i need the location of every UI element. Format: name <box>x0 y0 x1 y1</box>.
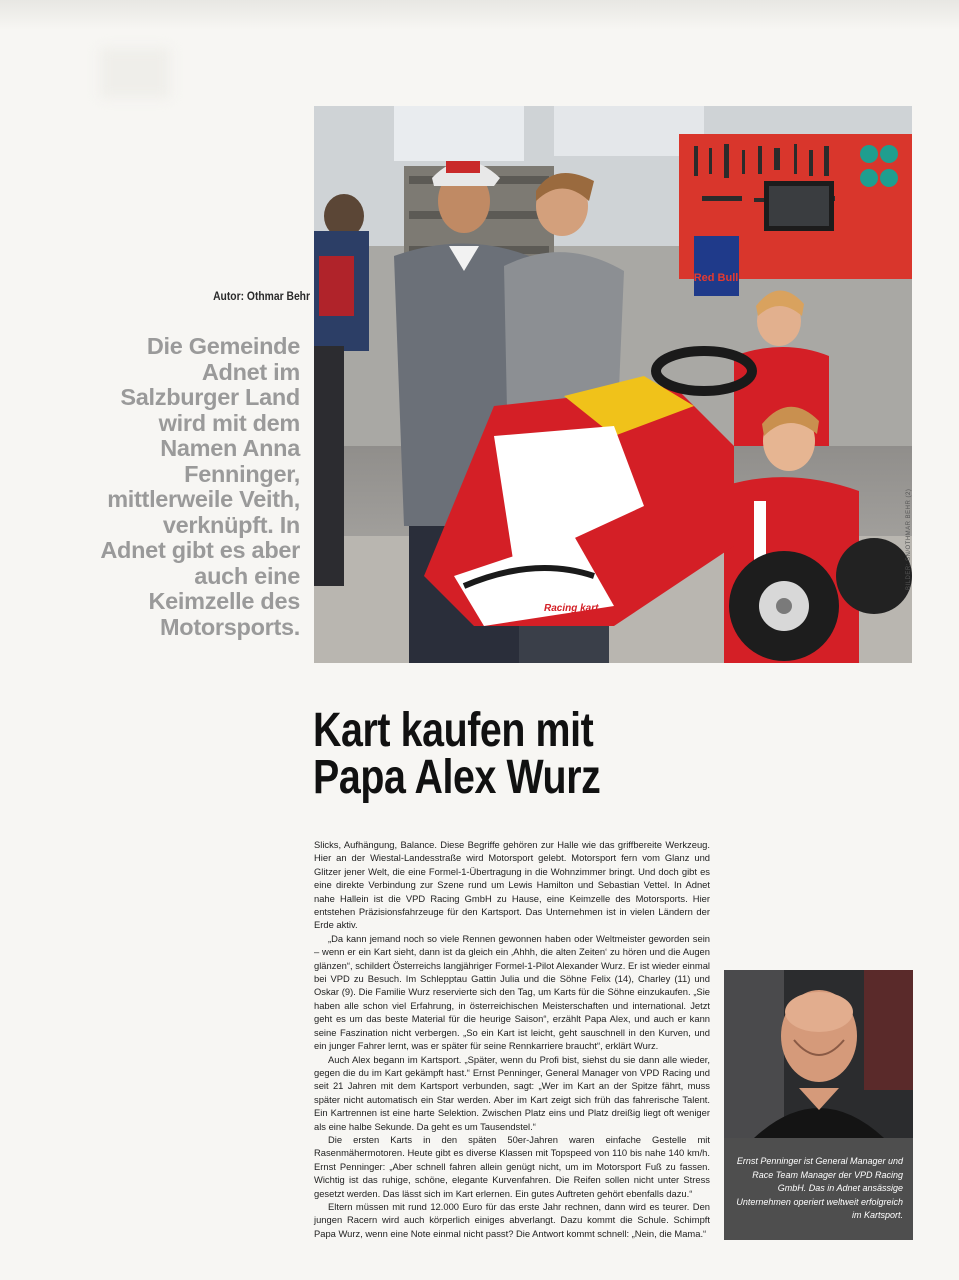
workshop-scene-illustration <box>314 106 912 663</box>
portrait-caption: Ernst Penninger ist General Manager und Race Team Manager der VPD Racing GmbH. Das in Adnet ansässige Unternehmen operiert weltweit erfolgreich im Kartsport. <box>736 1156 903 1220</box>
body-paragraph-3: Auch Alex begann im Kartsport. „Später, wenn du Profi bist, siehst du sie dann alle wieder, gegen die du im Kart gekämpft hast.“ Ernst Penninger, General Manager von VPD Racing und seit 21 Jahren mit dem Kartsport verbunden, sagt: „Wer im Kart an der Spitze fährt, muss später nicht automatisch ein Star werden. Aber im Kart zeigt sich früh das fahrerische Talent. Ein Kartrennen ist eine harte Selektion. Zwischen Platz eins und Platz dreißig liegt oft weniger als eine halbe Sekunde. Da geht es um Tausendstel.“ <box>314 1053 710 1132</box>
body-paragraph-1: Slicks, Aufhängung, Balance. Diese Begriffe gehören zur Halle wie das griffbereite Werkzeug. Hier an der Wiestal-Landesstraße wird Motorsport gelebt. Motorsport fern vom Glanz und Glitzer jener Welt, die eine Formel-1-Übertragung in die Wohnzimmer bringt. Und doch gibt es eine direkte Verbindung zur Szene rund um Lewis Hamilton und Sebastian Vettel. In Adnet nahe Hallein ist die VPD Racing GmbH zu Hause, eine Keimzelle des Motorsports. Hier entstehen Präzisionsfahrzeuge für den Kartsport. Das Unternehmen ist in vielen Ländern der Erde aktiv. <box>314 839 710 931</box>
caption-box <box>724 1138 913 1240</box>
lead-paragraph: Die Gemeinde Adnet im Salzburger Land wird mit dem Namen Anna Fenninger, mittlerweile Veith, verknüpft. In Adnet gibt es aber auch eine Keimzelle des Motorsports. <box>100 333 300 640</box>
page-top-band <box>0 0 959 30</box>
portrait-illustration <box>724 970 913 1138</box>
portrait-photo <box>724 970 913 1138</box>
article-headline: Kart kaufen mit Papa Alex Wurz <box>313 704 601 804</box>
scan-smudge <box>100 48 170 98</box>
body-paragraph-2: „Da kann jemand noch so viele Rennen gewonnen haben oder Weltmeister geworden sein – wenn er ein Kart sieht, dann ist da gleich ein ‚Ahhh, die alten Zeiten‘ zu hören und die Augen glänzen“, schildert Österreichs langjähriger Formel-1-Pilot Alexander Wurz. Er ist wieder einmal bei VPD zu Besuch. Im Schlepptau Gattin Julia und die Söhne Felix (14), Charley (11) und Oskar (9). Die Familie Wurz reservierte sich den Tag, um Karts für die Söhne einzukaufen. „Sie haben alle schon viel Erfahrung, in österreichischen Meisterschaften und international. Jetzt geht es um das beste Material für die heurige Saison“, erzählt Papa Alex, und auch er kann seine Faszination nicht verbergen. „So ein Kart ist leicht, geht sauschnell in den Kurven, und ein junger Fahrer lernt, was er später für seine Rennkarriere braucht“, erklärt Wurz. <box>314 932 710 1052</box>
barrel-logo-text: Red Bull <box>693 272 739 284</box>
body-paragraph-5: Eltern müssen mit rund 12.000 Euro für das erste Jahr rechnen, dann wird es teurer. Den jungen Racern wird auch körperlich einiges abverlangt. Dazu kommt die Schule. Schimpft Papa Wurz, wenn eine Note einmal nicht passt? Die Antwort kommt schnell: „Nein, die Mama.“ <box>314 1200 710 1239</box>
photo-credit: BILDER: SN/OTHMAR BEHR (2) <box>906 488 912 590</box>
body-paragraph-4: Die ersten Karts in den späten 50er-Jahren waren einfache Gestelle mit Rasenmähermotoren. Heute gibt es diverse Klassen mit Topspeed von 110 bis nahe 140 km/h. Ernst Penninger: „Aber schnell fahren allein genügt nicht, um im Motorsport Fuß zu fassen. Wichtig ist das ruhige, schöne, elegante Kurvenfahren. Die Reifen sollen nicht unter Stress gesetzt werden. Das lässt sich im Kart erlernen. Ein gutes Auftreten gehört ebenfalls dazu.“ <box>314 1133 710 1199</box>
kart-brand-text: Racing kart <box>544 603 599 614</box>
hero-photo <box>314 106 912 663</box>
article-body <box>314 838 710 1240</box>
author-line: Autor: Othmar Behr <box>213 289 310 303</box>
